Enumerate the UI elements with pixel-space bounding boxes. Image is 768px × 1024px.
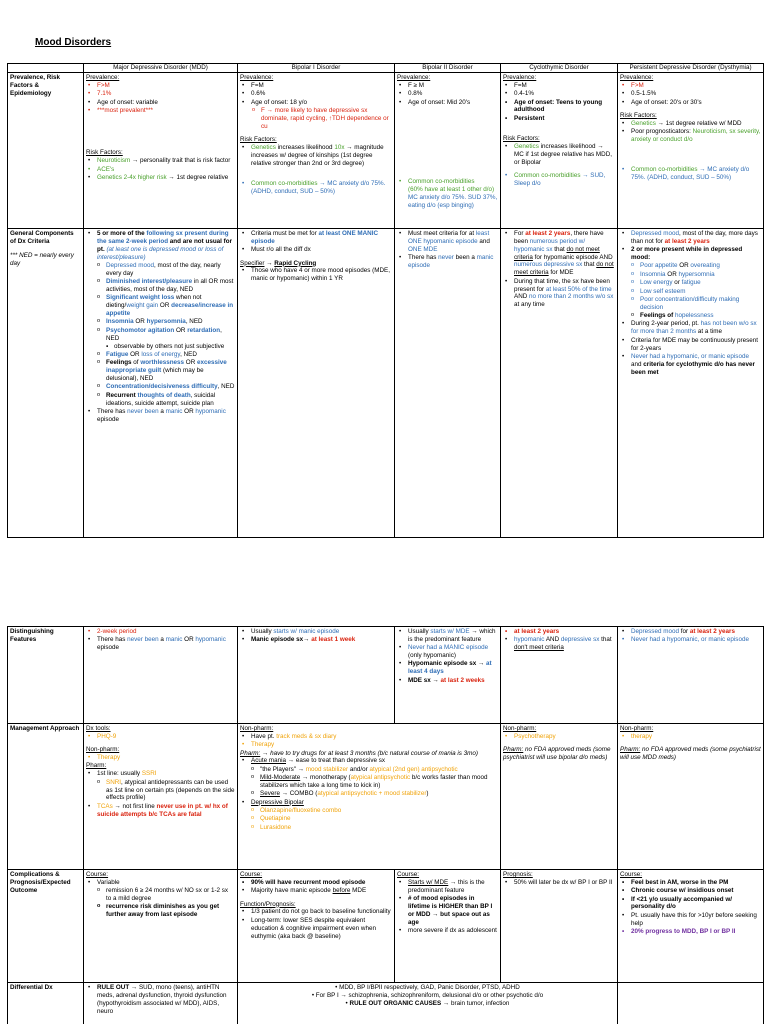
cell-pdd-criteria: • Depressed mood, most of the day, more days than not for at least 2 years • 2 or more present while in depressed mood: o Poor appetite OR overeating o Insomnia OR hypersomnia o Low energy or fatigue o Low self esteem o Poor concentration/difficulty making decision o Feelings of hopelessness • During 2-year period, pt. has not been w/o sx for more than 2 months at a time • Criteria for MDE may be continuously present for 2-years • Never had a hypomanic, or manic episode and criteria for cyclothymic d/o has never been met — [618, 229, 764, 538]
row-distinguishing — [8, 627, 764, 724]
header-pdd: Persistent Depressive Disorder (Dysthymia) — [618, 64, 764, 73]
cell-pdd-differential — [618, 983, 764, 1024]
header-cyclo: Cyclothymic Disorder — [501, 64, 618, 73]
cell-mdd-criteria: • 5 or more of the following sx present during the same 2-week period and are not usual for pt. (at least one is depressed mood or loss of interest/pleasure) o Depressed mood, most of the day, nearly every day o Diminished interest/pleasure in all OR most activities, most of the day, NED o Significant weight loss when not dieting/weight gain OR decrease/increase in appetite o Insomnia OR hypersomnia, NED o Psychomotor agitation OR retardation, NED ▪ observable by others not just subjective o Fatigue OR loss of energy, NED o Feelings of worthlessness OR excessive inappropriate guilt (which may be delusional), NED o Concentration/decisiveness difficulty, NED o Recurrent thoughts of death, suicidal ideations, suicide attempt, suicide plan • There has never been a manic OR hypomanic episode — [84, 229, 238, 538]
rowhead-management: Management Approach — [8, 724, 84, 870]
cell-bp2-distinguishing: • Usually starts w/ MDE → which is the predominant feature • Never had a MANIC episode (only hypomanic) • Hypomanic episode sx → at least 4 days • MDE sx → at last 2 weeks — [395, 627, 501, 724]
rowhead-criteria: General Components of Dx Criteria *** NED = nearly every day — [8, 229, 84, 538]
cell-bp1-prevalence: Prevalence: • F=M • 0.6% • Age of onset: 18 y/o o F → more likely to have depressive sx dominate, rapid cycling, ↑TDH dependence or cu Risk Factors: • Genetics increases likelihood 10x → magnitude increases w/ degree of kinships (1st degree relative stronger than 2nd or 3rd degree) • Common co-morbidities → MC anxiety d/o 75%. (ADHD, conduct, SUD – 50%) — [238, 73, 395, 229]
cell-mdd-management: Dx tools: • PHQ-9 Non-pharm: • Therapy Pharm: • 1st line: usually SSRI o SNRI, atypical antidepressants can be used as 1st line on certain pts (depends on the side effects profile) • TCAs → not first line never use in pt. w/ hx of suicide attempts b/c TCAs are fatal — [84, 724, 238, 870]
cell-mdd-prevalence: Prevalence: • F>M • 7.1% • Age of onset: variable • ***most prevalent*** Risk Factors: • Neuroticism → personality trait that is risk factor • ACE's • Genetics 2-4x higher risk → 1st degree relative — [84, 73, 238, 229]
row-prevalence — [8, 73, 764, 229]
cell-bp2-complications: Course: • Starts w/ MDE → this is the predominant feature • # of mood episodes in lifetime is HIGHER than BP I or MDD → but space out as age • more severe if dx as adolescent — [395, 870, 501, 983]
cell-cyclo-complications: Prognosis: • 50% will later be dx w/ BP I or BP II — [501, 870, 618, 983]
row-management — [8, 724, 764, 870]
ned-note: *** NED = nearly every day — [10, 251, 74, 267]
row-complications — [8, 870, 764, 983]
cell-pdd-complications: Course: • Feel best in AM, worse in the PM • Chronic course w/ insidious onset • If <21 y/o usually accompanied w/ personality d/o • Pt. usually have this for >10yr before seeking help • 20% progress to MDD, BP I or BP II — [618, 870, 764, 983]
header-mdd: Major Depressive Disorder (MDD) — [84, 64, 238, 73]
cell-bp-management: Non-pharm: • Have pt. track meds & sx diary • Therapy Pharm: → have to try drugs for at least 3 months (b/c natural course of mania is 3mo) • Acute mania → ease to treat than depressive sx o "the Players" → mood stabilizer and/or atypical (2nd gen) antipsychotic o Mild-Moderate → monotherapy (atypical antipsychotic b/c works faster than mood stabilizers which take a long time to kick in) o Severe → COMBO (atypical antipsychotic + mood stabilizer) • Depressive Bipolar o Olanzapine/fluoxetine combo o Quetiapine o Lurasidone — [238, 724, 501, 870]
cell-bp-differential: • MDD, BP I/BPII respectively, GAD, Panic Disorder, PTSD, ADHD • For BP I → schizophrenia, schizophreniform, delusional d/o or other psychotic d/o • RULE OUT ORGANIC CAUSES → brain tumor, infection — [238, 983, 618, 1024]
cell-pdd-prevalence: Prevalence: • F>M • 0.5-1.5% • Age of onset: 20's or 30's Risk Factors: • Genetics → 1st degree relative w/ MDD • Poor prognosticators: Neuroticism, sx severity, anxiety or conduct d/o • Common co-morbidities → MC anxiety d/o 75%. (ADHD, conduct, SUD – 50%) — [618, 73, 764, 229]
cell-cyclo-prevalence: Prevalence: • F=M • 0.4-1% • Age of onset: Teens to young adulthood • Persistent Risk Factors: • Genetics increases likelihood → MC if 1st degree relative has MDD, or Bipolar • Common co-morbidities → SUD, Sleep d/o — [501, 73, 618, 229]
header-bp2: Bipolar II Disorder — [395, 64, 501, 73]
cell-bp1-distinguishing: • Usually starts w/ manic episode • Manic episode sx→ at least 1 week — [238, 627, 395, 724]
row-differential — [8, 983, 764, 1024]
cell-bp1-criteria: • Criteria must be met for at least ONE MANIC episode • Must r/o all the diff dx Specifier → Rapid Cycling • Those who have 4 or more mood episodes (MDE, manic or hypomanic) within 1 YR — [238, 229, 395, 538]
rowhead-complications: Complications & Prognosis/Expected Outcome — [8, 870, 84, 983]
page-title: Mood Disorders — [35, 37, 112, 48]
cell-mdd-distinguishing: • 2-week period • There has never been a manic OR hypomanic episode — [84, 627, 238, 724]
mood-disorders-table-2 — [7, 626, 764, 1024]
cell-pdd-distinguishing: • Depressed mood for at least 2 years • Never had a hypomanic, or manic episode — [618, 627, 764, 724]
cell-bp2-prevalence: Prevalence: • F ≥ M • 0.8% • Age of onset: Mid 20's • Common co-morbidities (60% have at least 1 other d/o) MC anxiety d/o 75%. SUD 37%, eating d/o (esp binging) — [395, 73, 501, 229]
rowhead-differential: Differential Dx — [8, 983, 84, 1024]
cell-bp1-complications: Course: • 90% will have recurrent mood episode • Majority have manic episode before MDE Function/Prognosis: • 1/3 patient do not go back to baseline functionality • Long-term: lower SES despite equivalent education & cognitive impairment even when euthymic (aka back @ baseline) — [238, 870, 395, 983]
cell-pdd-management: Non-pharm: • therapy Pharm: no FDA approved meds (some psychiatrist will use MDD meds) — [618, 724, 764, 870]
cell-mdd-complications: Course: • Variable o remission 6 ≥ 24 months w/ NO sx or 1-2 sx to a mild degree o recurrence risk diminishes as you get further away from last episode — [84, 870, 238, 983]
cell-cyclo-distinguishing: • at least 2 years • hypomanic AND depressive sx that don't meet criteria — [501, 627, 618, 724]
header-corner — [8, 64, 84, 73]
cell-cyclo-criteria: • For at least 2 years, there have been numerous period w/ hypomanic sx that do not meet criteria for hypomanic episode AND numerous depressive sx that do not meet criteria for MDE • During that time, the sx have been present for at least 50% of the time AND no more than 2 months w/o sx at any time — [501, 229, 618, 538]
rowhead-prevalence: Prevalence, Risk Factors & Epidemiology — [8, 73, 84, 229]
row-criteria — [8, 229, 764, 538]
cell-cyclo-management: Non-pharm: • Psychotherapy Pharm: no FDA approved meds (some psychiatrist will use bipolar d/o meds) — [501, 724, 618, 870]
header-row — [8, 64, 764, 73]
cell-mdd-differential: • RULE OUT → SUD, mono (teens), antiHTN meds, adrenal dysfunction, thyroid dysfunction (hypothyroidism associated w/ MDD), AIDS, neuro — [84, 983, 238, 1024]
mood-disorders-table-1 — [7, 63, 764, 538]
cell-bp2-criteria: • Must meet criteria for at least ONE hypomanic episode and ONE MDE • There has never been a manic episode — [395, 229, 501, 538]
rowhead-distinguishing: Distinguishing Features — [8, 627, 84, 724]
header-bp1: Bipolar I Disorder — [238, 64, 395, 73]
